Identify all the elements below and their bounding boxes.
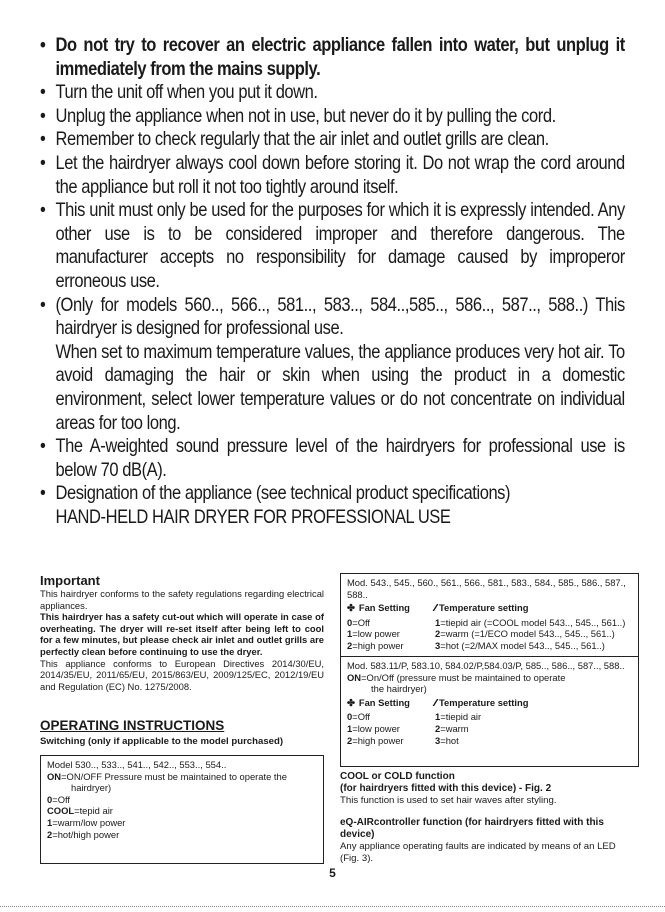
box-model-line: Mod. 543., 545., 560., 561., 566., 581., 583., 584., 585., 586., 587., 588.. — [347, 577, 626, 600]
important-paragraph: This hairdryer conforms to the safety regulations regarding electrical appliances. — [40, 588, 324, 611]
bullet-item: • Designation of the appliance (see technical product specifications) HAND-HELD HAIR DRYER FOR PROFESSIONAL USE — [40, 482, 625, 529]
box-row: 1=low power 2=warm — [347, 722, 469, 734]
box-on-line: ON=On/Off (pressure must be maintained to operate — [347, 671, 566, 683]
box-row: 2=high power 3=hot — [347, 734, 459, 746]
fan-icon: ✤ — [347, 696, 355, 708]
bullet-item: • This unit must only be used for the purposes for which it is expressly intended. Any other use is to be considered improper and therefore dangerous. The manufacturer accepts no responsibility for damage caused by improperor erroneous use. — [40, 199, 625, 293]
bullet-item: • Let the hairdryer always cool down before storing it. Do not wrap the cord around the appliance but roll it not too tightly around itself. — [40, 152, 625, 199]
box-row: 0=Off 1=tiepid air — [347, 711, 482, 723]
box-row: 2=hot/high power — [47, 828, 120, 840]
cool-function-heading: COOL or COLD function — [340, 771, 455, 782]
bullet-item: • Do not try to recover an electric appliance fallen into water, but unplug it immediately from the mains supply. — [40, 34, 625, 81]
model-switch-box-right-1 — [340, 573, 639, 657]
bottom-divider — [0, 906, 665, 907]
operating-instructions-heading: OPERATING INSTRUCTIONS — [40, 718, 225, 734]
box-row: 0=Off — [47, 793, 71, 805]
model-switch-box-left — [40, 755, 324, 864]
directives-paragraph: This appliance conforms to European Directives 2014/30/EU, 2014/35/EU, 2011/65/EU, 2015/863/EU, 2009/125/EC, 2012/19/EU and Regulation (EC) No. 1275/2008. — [40, 657, 324, 692]
box-row: 2=high power 3=hot (=2/MAX model 543.., 545.., 561..) — [347, 639, 605, 651]
appliance-designation: HAND-HELD HAIR DRYER FOR PROFESSIONAL USE — [55, 506, 451, 528]
model-switch-box-right-2 — [340, 656, 639, 767]
box-on-line-cont: hairdryer) — [71, 782, 112, 794]
box-header: ✤ Fan Setting Temperature setting — [347, 696, 529, 708]
functions-section — [340, 771, 625, 865]
important-section — [40, 573, 324, 748]
box-model-line: Mod. 583.11/P, 583.10, 584.02/P,584.03/P, 585.., 586.., 587.., 588.. — [347, 660, 625, 671]
bullet-item: • Unplug the appliance when not in use, but never do it by pulling the cord. — [40, 105, 625, 129]
important-heading: Important — [40, 573, 100, 588]
bullet-item: • Turn the unit off when you put it down. — [40, 81, 625, 105]
fan-icon: ✤ — [347, 602, 355, 614]
bullet-item: • The A-weighted sound pressure level of the hairdryers for professional use is below 70 dB(A). — [40, 435, 625, 482]
box-model-line: Model 530.., 533.., 541.., 542.., 553.., 554.. — [47, 759, 227, 770]
eq-function-heading: eQ-AIRcontroller function (for hairdryers fitted with this device) — [340, 817, 604, 840]
safety-cutout-paragraph: This hairdryer has a safety cut-out which will operate in case of overheating. The dryer will re-set itself after being left to cool for a few minutes, but please check air inlet and outlet grills are perfectly clean before continuing to use the dryer. — [40, 611, 324, 657]
switching-subheading: Switching (only if applicable to the model purchased) — [40, 736, 284, 748]
bullet-item: • Remember to check regularly that the air inlet and outlet grills are clean. — [40, 128, 625, 152]
box-on-line: ON=ON/OFF Pressure must be maintained to operate the — [47, 770, 287, 782]
bullet-item: • (Only for models 560.., 566.., 581.., 583.., 584..,585.., 586.., 587.., 588..) This hairdryer is designed for professional use. When set to maximum temperature values, the appliance produces very hot air. To avoid damaging the hair or skin when using the product in a domestic environment, select lower temperature values or do not concentrate on individual areas for too long. — [40, 294, 625, 436]
cool-function-body: This function is used to set hair waves after styling. — [340, 795, 557, 806]
bullet-continuation: When set to maximum temperature values, the appliance produces very hot air. To avoid damaging the hair or skin when using the product in a domestic environment, select lower temperature values or do not concentrate on individual areas for too long. — [55, 341, 625, 434]
page-number: 5 — [329, 866, 336, 880]
box-header: ✤ Fan Setting Temperature setting — [347, 602, 529, 614]
box-row: 1=warm/low power — [47, 816, 126, 828]
cool-function-subheading: (for hairdryers fitted with this device) - Fig. 2 — [340, 783, 552, 794]
box-on-line-cont: the hairdryer) — [371, 683, 427, 695]
eq-function-body: Any appliance operating faults are indicated by means of an LED (Fig. 3). — [340, 841, 616, 864]
box-row: COOL=tepid air — [47, 805, 113, 817]
box-row: 1=low power 2=warm (=1/ECO model 543.., 545.., 561..) — [347, 628, 615, 640]
box-row: 0=Off 1=tiepid air (=COOL model 543.., 545.., 561..) — [347, 616, 626, 628]
safety-bullet-list — [40, 34, 625, 529]
